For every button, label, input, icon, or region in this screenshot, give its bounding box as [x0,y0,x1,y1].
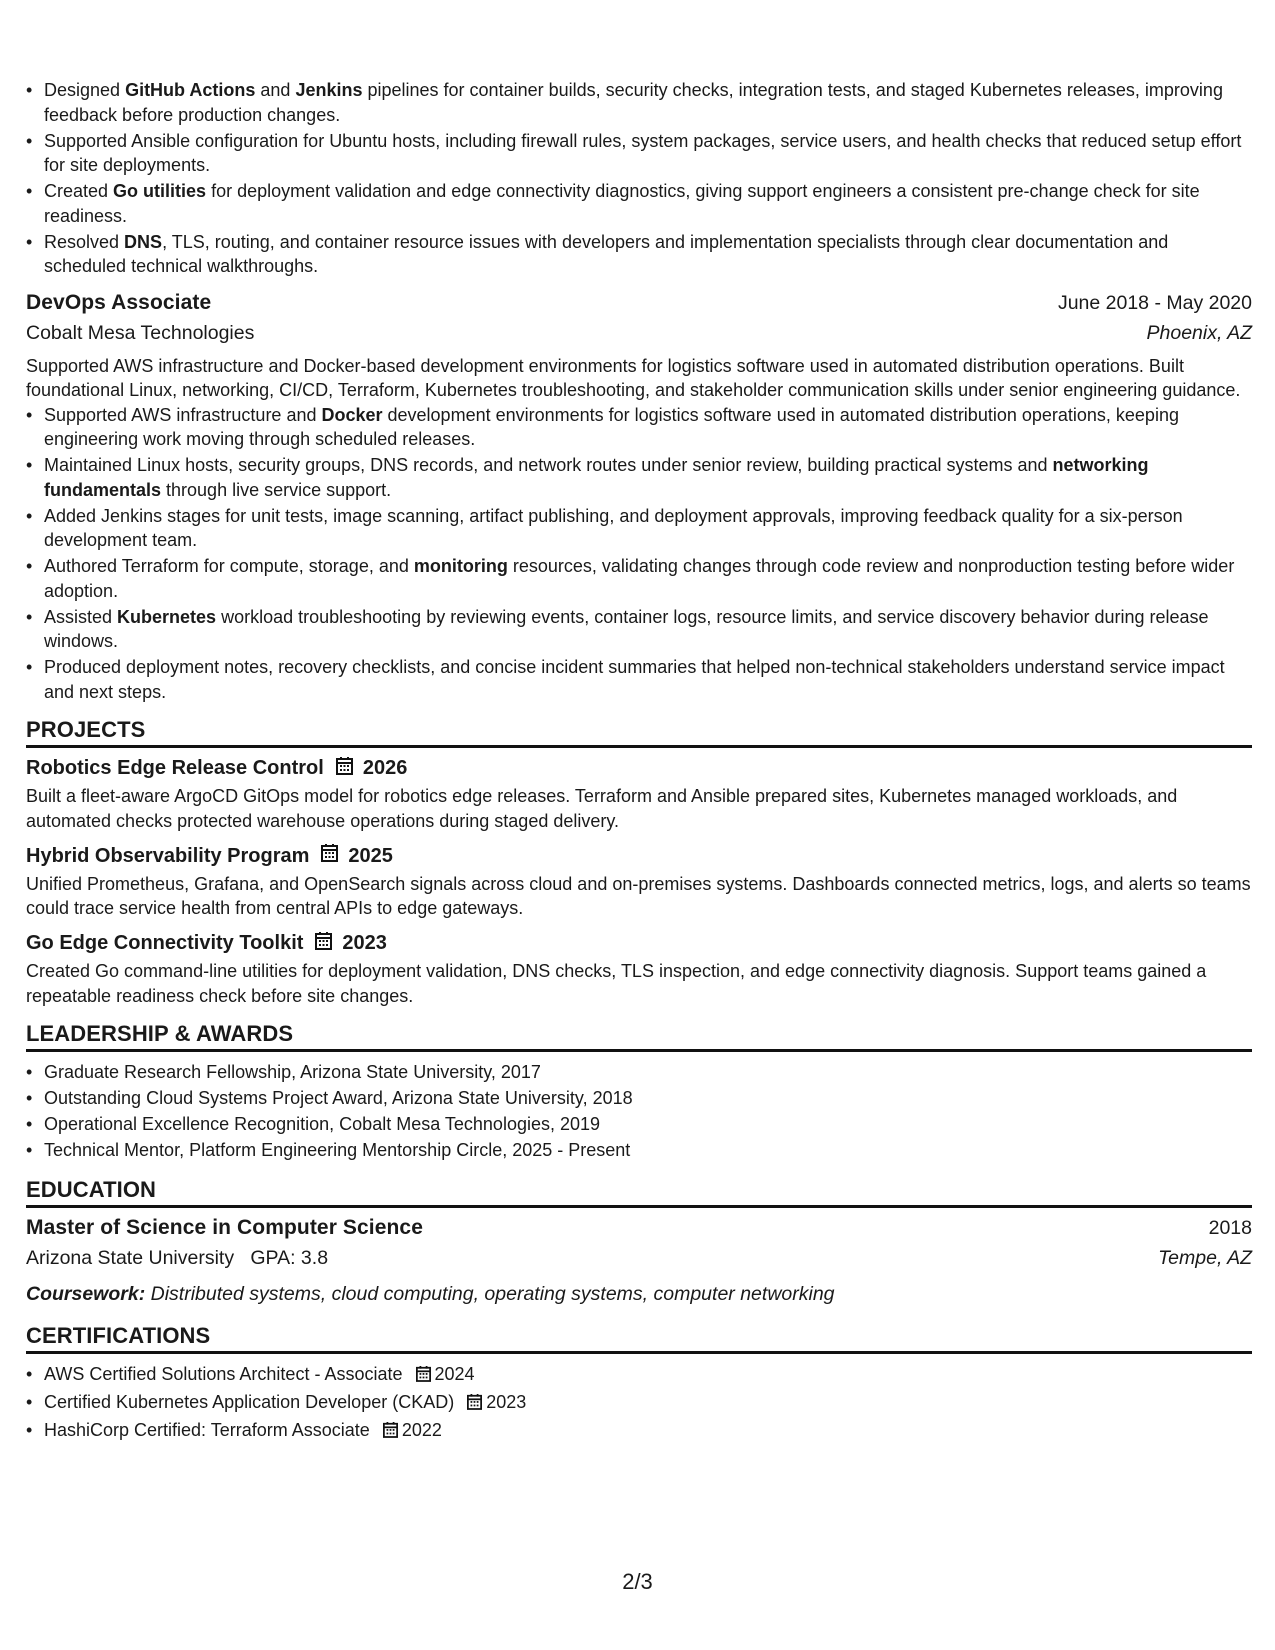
resume-page [26,78,1252,1446]
job-title: DevOps Associate [26,290,212,314]
text-run: Authored Terraform for compute, storage, and [44,556,414,576]
section-heading: EDUCATION [26,1178,1252,1208]
job-company: Cobalt Mesa Technologies [26,321,255,344]
project-item [26,756,1252,834]
section-heading: CERTIFICATIONS [26,1324,1252,1354]
coursework [26,1282,1252,1307]
text-run: Assisted [44,606,118,627]
projects-section [26,718,1252,1008]
bold-keyword: networking fundamentals [44,455,1149,500]
calendar-icon [315,931,332,957]
job-bullets [26,403,1252,705]
text-run: and [255,80,296,100]
graduation-year: 2018 [1208,1216,1252,1239]
section-heading: PROJECTS [26,718,1252,748]
bold-keyword: Jenkins [295,80,363,100]
job-entry [26,291,1252,705]
award-item: • Technical Mentor, Platform Engineering Mentorship Circle, 2025 - Present [44,1138,1252,1163]
section-heading: LEADERSHIP & AWARDS [26,1022,1252,1052]
project-year: 2023 [342,932,387,954]
cert-name: HashiCorp Certified: Terraform Associate [44,1419,370,1440]
bold-keyword: DNS [124,231,163,252]
bullet [44,504,1252,553]
bullet [44,129,1252,178]
text-run: workload troubleshooting by reviewing events, container logs, resource limits, and service discovery behavior during release windows. [44,606,1209,651]
coursework-text: Distributed systems, cloud computing, operating systems, computer networking [150,1282,835,1305]
job-location: Phoenix, AZ [1146,321,1252,344]
cert-year: 2024 [434,1363,475,1384]
award-item: • Outstanding Cloud Systems Project Award, Arizona State University, 2018 [44,1086,1252,1111]
bullet [44,230,1252,279]
certifications-section [26,1324,1252,1444]
cert-year: 2022 [401,1419,442,1440]
bullet [44,403,1252,452]
cert-item [44,1362,1252,1389]
calendar-icon [416,1364,431,1389]
project-description: Built a fleet-aware ArgoCD GitOps model for robotics edge releases. Terraform and Ansible prepared sites, Kubernetes managed workloads, and automated checks protected warehouse operations during staged delivery. [26,786,1178,831]
calendar-icon [336,756,353,782]
bold-keyword: GitHub Actions [125,80,256,100]
job-dates: June 2018 - May 2020 [1057,291,1252,314]
award-item: • Graduate Research Fellowship, Arizona State University, 2017 [44,1060,1252,1085]
project-description: Unified Prometheus, Grafana, and OpenSearch signals across cloud and on-premises systems. Dashboards connected metrics, logs, and alerts so teams could trace service health from central APIs to edge gateways. [26,873,1251,918]
coursework-label: Coursework: [26,1282,146,1305]
text-run: , TLS, routing, and container resource issues with developers and implementation specialists through clear documentation and scheduled technical walkthroughs. [44,231,1169,276]
prev-job-bullets [26,78,1252,279]
bullet [44,605,1252,654]
bold-keyword: Go utilities [113,181,207,201]
cert-year: 2023 [486,1391,527,1412]
page-number: 2/3 [622,1569,653,1594]
bullet [44,78,1252,127]
project-item [26,931,1252,1009]
text-run: Supported Ansible configuration for Ubuntu hosts, including firewall rules, system packages, service users, and health checks that reduced setup effort for site deployments. [44,130,1242,175]
calendar-icon [383,1420,398,1445]
text-run: pipelines for container builds, security checks, integration tests, and staged Kubernetes releases, improving feedback before production changes. [44,80,1223,125]
cert-name: AWS Certified Solutions Architect - Associate [44,1363,403,1384]
bullet [44,453,1252,502]
text-run: through live service support. [161,479,392,500]
project-item [26,843,1252,921]
calendar-icon [321,843,338,869]
bold-keyword: Docker [321,404,383,425]
awards-section [26,1022,1252,1162]
calendar-icon [467,1392,482,1417]
education-section [26,1178,1252,1306]
text-run: for deployment validation and edge connectivity diagnostics, giving support engineers a consistent pre-change check for site readiness. [44,181,1200,226]
text-run: Created [44,181,114,201]
gpa: GPA: 3.8 [250,1246,329,1269]
text-run: resources, validating changes through code review and nonproduction testing before wider adoption. [44,556,1235,601]
bullet [44,655,1252,704]
project-year: 2026 [362,757,408,779]
project-title: Hybrid Observability Program [26,844,310,867]
text-run: Added Jenkins stages for unit tests, image scanning, artifact publishing, and deployment approvals, improving feedback quality for a six-person development team. [44,505,1183,550]
text-run: Designed [44,80,126,100]
cert-name: Certified Kubernetes Application Developer (CKAD) [44,1391,455,1412]
job-summary: Supported AWS infrastructure and Docker-based development environments for logistics software used in automated distribution operations. Built foundational Linux, networking, CI/CD, Terraform, Kubernetes troubleshooting, and stakeholder communication skills under senior engineering guidance. [26,355,1241,400]
bold-keyword: monitoring [413,556,508,576]
project-title: Go Edge Connectivity Toolkit [26,932,304,954]
school-location: Tempe, AZ [1158,1246,1252,1269]
degree: Master of Science in Computer Science [26,1215,423,1239]
project-description: Created Go command-line utilities for deployment validation, DNS checks, TLS inspection, and edge connectivity diagnosis. Support teams gained a repeatable readiness check before site changes. [26,961,1207,1006]
cert-item [44,1418,1252,1445]
cert-item [44,1390,1252,1417]
text-run: Produced deployment notes, recovery checklists, and concise incident summaries that helped non-technical stakeholders understand service impact and next steps. [44,657,1225,702]
text-run: Maintained Linux hosts, security groups, DNS records, and network routes under senior review, building practical systems and [44,455,1053,475]
text-run: Supported AWS infrastructure and [44,404,322,425]
project-year: 2025 [348,844,393,867]
text-run: Resolved [44,231,125,252]
text-run: development environments for logistics software used in automated distribution operations, keeping engineering work moving through scheduled releases. [44,404,1179,449]
award-item: • Operational Excellence Recognition, Cobalt Mesa Technologies, 2019 [44,1112,1252,1137]
school: Arizona State University [26,1246,235,1269]
bold-keyword: Kubernetes [117,606,217,627]
bullet [44,179,1252,228]
bullet [44,554,1252,603]
project-title: Robotics Edge Release Control [26,757,324,779]
